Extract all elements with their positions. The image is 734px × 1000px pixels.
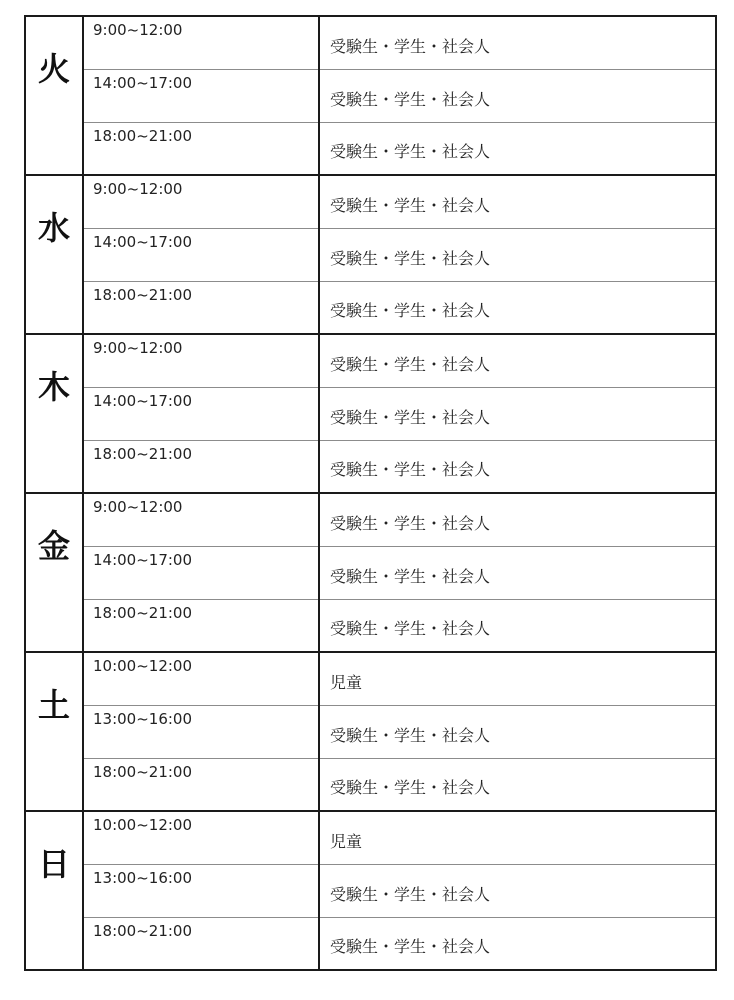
- target-audience: 受験生・学生・社会人: [319, 440, 716, 493]
- target-audience: 受験生・学生・社会人: [319, 334, 716, 387]
- day-cell: [25, 652, 83, 811]
- target-audience: 児童: [319, 652, 716, 705]
- target-audience: 受験生・学生・社会人: [319, 546, 716, 599]
- target-audience: 受験生・学生・社会人: [319, 758, 716, 811]
- time-slot: 14:00~17:00: [83, 387, 319, 440]
- day-label: 土: [37, 686, 70, 724]
- day-label: 火: [37, 50, 70, 88]
- schedule-row: [25, 917, 716, 970]
- schedule-row: [25, 175, 716, 228]
- day-label: 水: [37, 209, 70, 247]
- schedule-row: [25, 281, 716, 334]
- day-cell: [25, 175, 83, 334]
- day-label: 日: [37, 845, 70, 883]
- schedule-table: [24, 15, 717, 971]
- time-slot: 18:00~21:00: [83, 758, 319, 811]
- schedule-row: [25, 16, 716, 69]
- target-audience: 受験生・学生・社会人: [319, 705, 716, 758]
- time-slot: 10:00~12:00: [83, 652, 319, 705]
- day-cell: [25, 334, 83, 493]
- schedule-body: [25, 16, 716, 970]
- time-slot: 18:00~21:00: [83, 281, 319, 334]
- day-cell: [25, 16, 83, 175]
- time-slot: 9:00~12:00: [83, 493, 319, 546]
- target-audience: 受験生・学生・社会人: [319, 228, 716, 281]
- schedule-row: [25, 122, 716, 175]
- schedule-row: [25, 69, 716, 122]
- time-slot: 10:00~12:00: [83, 811, 319, 864]
- target-audience: 受験生・学生・社会人: [319, 864, 716, 917]
- target-audience: 受験生・学生・社会人: [319, 16, 716, 69]
- day-label: 金: [37, 527, 70, 565]
- schedule-row: [25, 811, 716, 864]
- time-slot: 9:00~12:00: [83, 16, 319, 69]
- target-audience: 受験生・学生・社会人: [319, 122, 716, 175]
- schedule-row: [25, 493, 716, 546]
- time-slot: 18:00~21:00: [83, 440, 319, 493]
- schedule-row: [25, 758, 716, 811]
- schedule-row: [25, 334, 716, 387]
- time-slot: 14:00~17:00: [83, 228, 319, 281]
- day-cell: [25, 811, 83, 970]
- schedule-row: [25, 440, 716, 493]
- target-audience: 受験生・学生・社会人: [319, 69, 716, 122]
- schedule-row: [25, 228, 716, 281]
- target-audience: 受験生・学生・社会人: [319, 599, 716, 652]
- time-slot: 18:00~21:00: [83, 917, 319, 970]
- target-audience: 受験生・学生・社会人: [319, 281, 716, 334]
- target-audience: 受験生・学生・社会人: [319, 175, 716, 228]
- schedule-row: [25, 864, 716, 917]
- target-audience: 受験生・学生・社会人: [319, 493, 716, 546]
- schedule-row: [25, 652, 716, 705]
- schedule-row: [25, 599, 716, 652]
- target-audience: 受験生・学生・社会人: [319, 917, 716, 970]
- target-audience: 児童: [319, 811, 716, 864]
- time-slot: 9:00~12:00: [83, 175, 319, 228]
- target-audience: 受験生・学生・社会人: [319, 387, 716, 440]
- time-slot: 13:00~16:00: [83, 705, 319, 758]
- schedule-row: [25, 387, 716, 440]
- time-slot: 18:00~21:00: [83, 122, 319, 175]
- day-cell: [25, 493, 83, 652]
- schedule-row: [25, 546, 716, 599]
- time-slot: 18:00~21:00: [83, 599, 319, 652]
- time-slot: 14:00~17:00: [83, 69, 319, 122]
- time-slot: 13:00~16:00: [83, 864, 319, 917]
- time-slot: 9:00~12:00: [83, 334, 319, 387]
- time-slot: 14:00~17:00: [83, 546, 319, 599]
- day-label: 木: [37, 368, 70, 406]
- schedule-row: [25, 705, 716, 758]
